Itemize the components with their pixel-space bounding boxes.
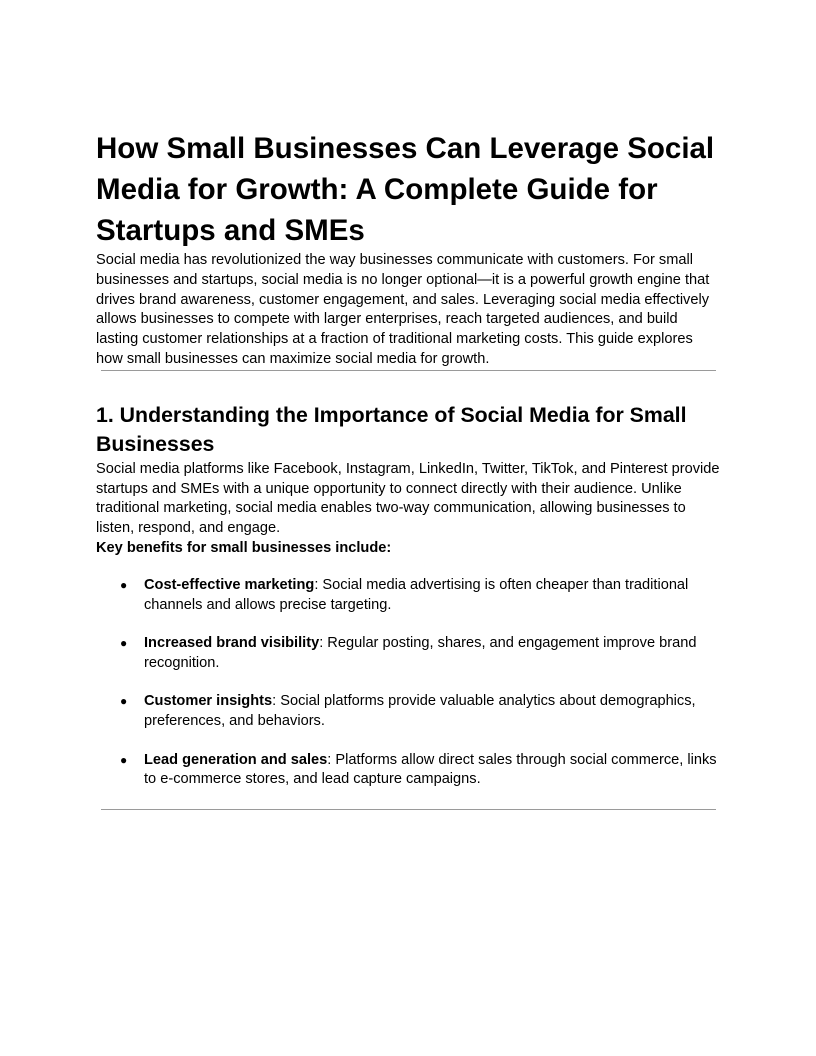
document-page bbox=[96, 128, 720, 810]
list-item bbox=[96, 576, 720, 616]
benefit-text: : Regular posting, shares, and engagement improve brand recognition. bbox=[144, 635, 697, 671]
benefit-text: : Social media advertising is often cheaper than traditional channels and allows precise targeting. bbox=[144, 576, 689, 613]
section-paragraph: Social media platforms like Facebook, Instagram, LinkedIn, Twitter, TikTok, and Pinterest provide startups and SMEs with a unique opportunity to connect directly with their audience. Unlike traditional marketing, social media enables two-way communication, allowing businesses to listen, respond, and engage. bbox=[96, 460, 720, 537]
bullet-icon: ● bbox=[120, 752, 128, 767]
benefit-text: : Social platforms provide valuable analytics about demographics, preferences, and behaviors. bbox=[144, 693, 696, 730]
section-heading: 1. Understanding the Importance of Social Media for Small Businesses bbox=[96, 402, 687, 457]
list-item bbox=[96, 751, 720, 791]
benefit-term: Increased brand visibility bbox=[144, 635, 320, 652]
document-title: How Small Businesses Can Leverage Social Media for Growth: A Complete Guide for Startups and SMEs bbox=[96, 132, 715, 247]
benefit-term: Customer insights bbox=[144, 693, 273, 710]
bullet-icon: ● bbox=[120, 636, 128, 651]
bullet-icon: ● bbox=[120, 577, 128, 592]
benefits-label: Key benefits for small businesses include: bbox=[96, 539, 392, 556]
section-divider bbox=[101, 370, 716, 371]
list-item bbox=[96, 692, 720, 732]
benefit-term: Cost-effective marketing bbox=[144, 576, 315, 593]
benefits-list bbox=[96, 576, 720, 790]
section-divider bbox=[101, 809, 716, 810]
benefit-text: : Platforms allow direct sales through social commerce, links to e-commerce stores, and lead capture campaigns. bbox=[144, 751, 717, 788]
intro-paragraph: Social media has revolutionized the way businesses communicate with customers. For small businesses and startups, social media is no longer optional—it is a powerful growth engine that drives brand awareness, customer engagement, and sales. Leveraging social media effectively allows businesses to compete with larger enterprises, reach targeted audiences, and build lasting customer relationships at a fraction of traditional marketing costs. This guide explores how small businesses can maximize social media for growth. bbox=[96, 252, 710, 367]
benefit-term: Lead generation and sales bbox=[144, 751, 328, 768]
bullet-icon: ● bbox=[120, 694, 128, 709]
list-item bbox=[96, 634, 720, 674]
